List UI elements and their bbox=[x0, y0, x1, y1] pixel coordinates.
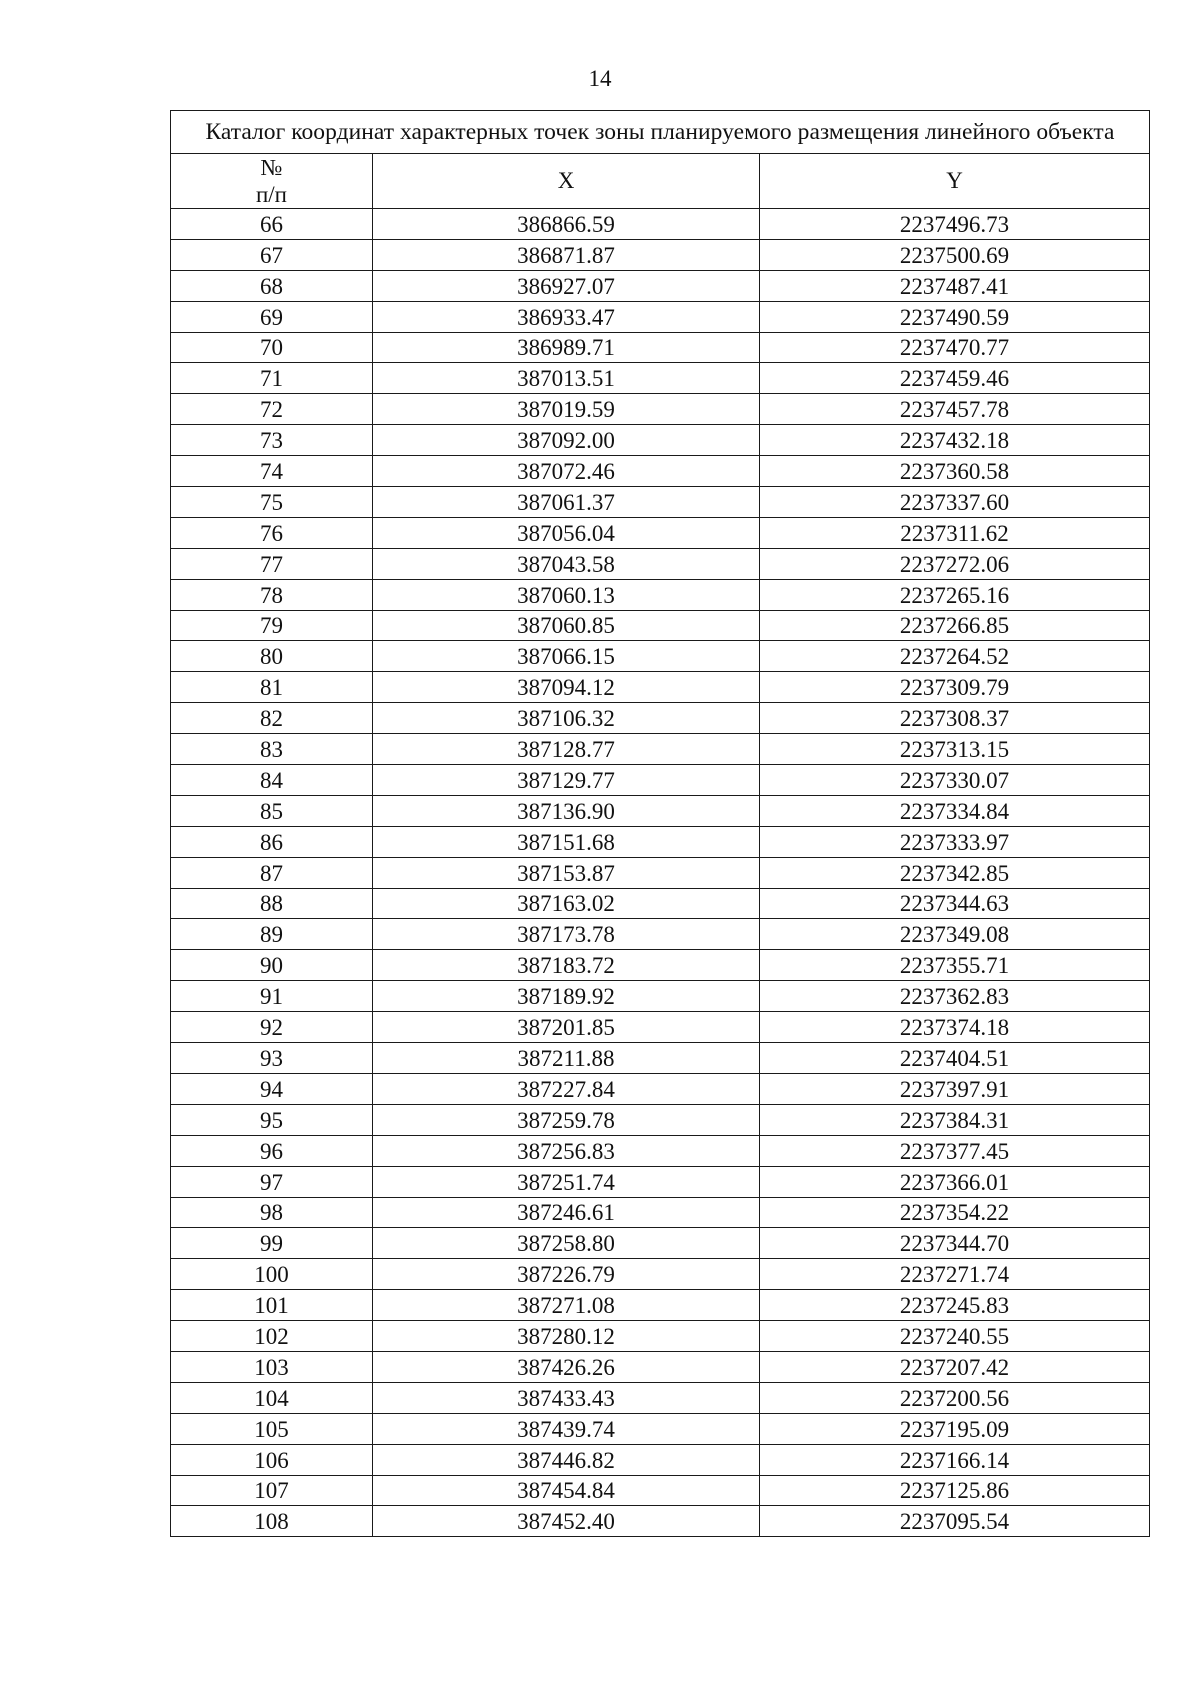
y-coordinate-cell: 2237355.71 bbox=[760, 950, 1150, 981]
x-coordinate-cell: 387433.43 bbox=[373, 1382, 760, 1413]
x-coordinate-cell: 387183.72 bbox=[373, 950, 760, 981]
table-title-row bbox=[171, 111, 1150, 154]
point-number-cell: 87 bbox=[171, 857, 373, 888]
table-row bbox=[171, 209, 1150, 240]
y-coordinate-cell: 2237354.22 bbox=[760, 1197, 1150, 1228]
table-row bbox=[171, 919, 1150, 950]
y-coordinate-cell: 2237330.07 bbox=[760, 765, 1150, 796]
point-number-cell: 73 bbox=[171, 425, 373, 456]
x-coordinate-cell: 387173.78 bbox=[373, 919, 760, 950]
y-coordinate-cell: 2237432.18 bbox=[760, 425, 1150, 456]
x-coordinate-cell: 387280.12 bbox=[373, 1321, 760, 1352]
x-coordinate-cell: 387454.84 bbox=[373, 1475, 760, 1506]
y-coordinate-cell: 2237360.58 bbox=[760, 456, 1150, 487]
x-coordinate-cell: 386933.47 bbox=[373, 301, 760, 332]
x-coordinate-cell: 387060.85 bbox=[373, 610, 760, 641]
point-number-cell: 79 bbox=[171, 610, 373, 641]
x-coordinate-cell: 387043.58 bbox=[373, 548, 760, 579]
point-number-cell: 102 bbox=[171, 1321, 373, 1352]
x-coordinate-cell: 387129.77 bbox=[373, 765, 760, 796]
table-row bbox=[171, 857, 1150, 888]
y-coordinate-cell: 2237265.16 bbox=[760, 579, 1150, 610]
y-coordinate-cell: 2237384.31 bbox=[760, 1104, 1150, 1135]
y-coordinate-cell: 2237344.70 bbox=[760, 1228, 1150, 1259]
table-row bbox=[171, 363, 1150, 394]
point-number-cell: 100 bbox=[171, 1259, 373, 1290]
x-coordinate-cell: 387092.00 bbox=[373, 425, 760, 456]
x-coordinate-cell: 387066.15 bbox=[373, 641, 760, 672]
point-number-cell: 94 bbox=[171, 1073, 373, 1104]
column-header-number-abbr: п/п bbox=[255, 182, 287, 207]
table-row bbox=[171, 1321, 1150, 1352]
point-number-cell: 97 bbox=[171, 1166, 373, 1197]
column-header-number-symbol: № bbox=[260, 155, 283, 180]
x-coordinate-cell: 387153.87 bbox=[373, 857, 760, 888]
table-row bbox=[171, 394, 1150, 425]
y-coordinate-cell: 2237459.46 bbox=[760, 363, 1150, 394]
x-coordinate-cell: 387226.79 bbox=[373, 1259, 760, 1290]
point-number-cell: 95 bbox=[171, 1104, 373, 1135]
point-number-cell: 93 bbox=[171, 1043, 373, 1074]
x-coordinate-cell: 387094.12 bbox=[373, 672, 760, 703]
point-number-cell: 78 bbox=[171, 579, 373, 610]
y-coordinate-cell: 2237272.06 bbox=[760, 548, 1150, 579]
table-body bbox=[171, 209, 1150, 1537]
y-coordinate-cell: 2237349.08 bbox=[760, 919, 1150, 950]
point-number-cell: 70 bbox=[171, 332, 373, 363]
table-row bbox=[171, 888, 1150, 919]
x-coordinate-cell: 387211.88 bbox=[373, 1043, 760, 1074]
table-row bbox=[171, 579, 1150, 610]
y-coordinate-cell: 2237271.74 bbox=[760, 1259, 1150, 1290]
x-coordinate-cell: 387072.46 bbox=[373, 456, 760, 487]
y-coordinate-cell: 2237125.86 bbox=[760, 1475, 1150, 1506]
coordinates-table bbox=[170, 110, 1150, 1537]
table-row bbox=[171, 1475, 1150, 1506]
x-coordinate-cell: 387446.82 bbox=[373, 1444, 760, 1475]
x-coordinate-cell: 387258.80 bbox=[373, 1228, 760, 1259]
y-coordinate-cell: 2237264.52 bbox=[760, 641, 1150, 672]
point-number-cell: 69 bbox=[171, 301, 373, 332]
table-row bbox=[171, 1413, 1150, 1444]
table-row bbox=[171, 332, 1150, 363]
x-coordinate-cell: 387106.32 bbox=[373, 703, 760, 734]
table-row bbox=[171, 795, 1150, 826]
point-number-cell: 99 bbox=[171, 1228, 373, 1259]
x-coordinate-cell: 387256.83 bbox=[373, 1135, 760, 1166]
table-row bbox=[171, 703, 1150, 734]
table-row bbox=[171, 641, 1150, 672]
y-coordinate-cell: 2237490.59 bbox=[760, 301, 1150, 332]
point-number-cell: 96 bbox=[171, 1135, 373, 1166]
x-coordinate-cell: 387136.90 bbox=[373, 795, 760, 826]
y-coordinate-cell: 2237397.91 bbox=[760, 1073, 1150, 1104]
x-coordinate-cell: 386927.07 bbox=[373, 270, 760, 301]
y-coordinate-cell: 2237308.37 bbox=[760, 703, 1150, 734]
table-row bbox=[171, 981, 1150, 1012]
x-coordinate-cell: 387426.26 bbox=[373, 1351, 760, 1382]
x-coordinate-cell: 386871.87 bbox=[373, 239, 760, 270]
table-row bbox=[171, 1444, 1150, 1475]
y-coordinate-cell: 2237496.73 bbox=[760, 209, 1150, 240]
y-coordinate-cell: 2237366.01 bbox=[760, 1166, 1150, 1197]
x-coordinate-cell: 387060.13 bbox=[373, 579, 760, 610]
table-row bbox=[171, 765, 1150, 796]
y-coordinate-cell: 2237362.83 bbox=[760, 981, 1150, 1012]
y-coordinate-cell: 2237337.60 bbox=[760, 487, 1150, 518]
y-coordinate-cell: 2237200.56 bbox=[760, 1382, 1150, 1413]
table-row bbox=[171, 456, 1150, 487]
point-number-cell: 106 bbox=[171, 1444, 373, 1475]
table-title: Каталог координат характерных точек зоны планируемого размещения линейного объекта bbox=[171, 111, 1150, 154]
table-row bbox=[171, 239, 1150, 270]
table-row bbox=[171, 1166, 1150, 1197]
x-coordinate-cell: 387019.59 bbox=[373, 394, 760, 425]
table-row bbox=[171, 1382, 1150, 1413]
x-coordinate-cell: 387246.61 bbox=[373, 1197, 760, 1228]
table-row bbox=[171, 734, 1150, 765]
page-number: 14 bbox=[588, 66, 612, 91]
y-coordinate-cell: 2237342.85 bbox=[760, 857, 1150, 888]
point-number-cell: 76 bbox=[171, 517, 373, 548]
column-header-number bbox=[171, 154, 373, 209]
point-number-cell: 83 bbox=[171, 734, 373, 765]
x-coordinate-cell: 386989.71 bbox=[373, 332, 760, 363]
table-row bbox=[171, 425, 1150, 456]
x-coordinate-cell: 387056.04 bbox=[373, 517, 760, 548]
point-number-cell: 90 bbox=[171, 950, 373, 981]
table-row bbox=[171, 301, 1150, 332]
column-header-x: X bbox=[373, 154, 760, 209]
y-coordinate-cell: 2237374.18 bbox=[760, 1012, 1150, 1043]
y-coordinate-cell: 2237245.83 bbox=[760, 1290, 1150, 1321]
point-number-cell: 92 bbox=[171, 1012, 373, 1043]
y-coordinate-cell: 2237240.55 bbox=[760, 1321, 1150, 1352]
table-row bbox=[171, 1012, 1150, 1043]
table-row bbox=[171, 1104, 1150, 1135]
point-number-cell: 74 bbox=[171, 456, 373, 487]
x-coordinate-cell: 387271.08 bbox=[373, 1290, 760, 1321]
point-number-cell: 91 bbox=[171, 981, 373, 1012]
y-coordinate-cell: 2237095.54 bbox=[760, 1506, 1150, 1537]
table-row bbox=[171, 1290, 1150, 1321]
point-number-cell: 85 bbox=[171, 795, 373, 826]
point-number-cell: 103 bbox=[171, 1351, 373, 1382]
x-coordinate-cell: 387189.92 bbox=[373, 981, 760, 1012]
table-row bbox=[171, 1073, 1150, 1104]
x-coordinate-cell: 387227.84 bbox=[373, 1073, 760, 1104]
point-number-cell: 82 bbox=[171, 703, 373, 734]
y-coordinate-cell: 2237266.85 bbox=[760, 610, 1150, 641]
y-coordinate-cell: 2237309.79 bbox=[760, 672, 1150, 703]
point-number-cell: 75 bbox=[171, 487, 373, 518]
point-number-cell: 107 bbox=[171, 1475, 373, 1506]
table-row bbox=[171, 1506, 1150, 1537]
table-row bbox=[171, 517, 1150, 548]
point-number-cell: 68 bbox=[171, 270, 373, 301]
table-row bbox=[171, 1197, 1150, 1228]
table-row bbox=[171, 270, 1150, 301]
y-coordinate-cell: 2237333.97 bbox=[760, 826, 1150, 857]
table-row bbox=[171, 950, 1150, 981]
y-coordinate-cell: 2237313.15 bbox=[760, 734, 1150, 765]
x-coordinate-cell: 387151.68 bbox=[373, 826, 760, 857]
table-row bbox=[171, 1135, 1150, 1166]
table-header-row bbox=[171, 154, 1150, 209]
x-coordinate-cell: 387013.51 bbox=[373, 363, 760, 394]
y-coordinate-cell: 2237470.77 bbox=[760, 332, 1150, 363]
y-coordinate-cell: 2237404.51 bbox=[760, 1043, 1150, 1074]
point-number-cell: 77 bbox=[171, 548, 373, 579]
y-coordinate-cell: 2237166.14 bbox=[760, 1444, 1150, 1475]
table-row bbox=[171, 1259, 1150, 1290]
table-row bbox=[171, 548, 1150, 579]
point-number-cell: 105 bbox=[171, 1413, 373, 1444]
y-coordinate-cell: 2237207.42 bbox=[760, 1351, 1150, 1382]
point-number-cell: 84 bbox=[171, 765, 373, 796]
table-row bbox=[171, 610, 1150, 641]
point-number-cell: 104 bbox=[171, 1382, 373, 1413]
point-number-cell: 81 bbox=[171, 672, 373, 703]
y-coordinate-cell: 2237500.69 bbox=[760, 239, 1150, 270]
x-coordinate-cell: 387452.40 bbox=[373, 1506, 760, 1537]
point-number-cell: 66 bbox=[171, 209, 373, 240]
y-coordinate-cell: 2237311.62 bbox=[760, 517, 1150, 548]
point-number-cell: 89 bbox=[171, 919, 373, 950]
point-number-cell: 86 bbox=[171, 826, 373, 857]
table-row bbox=[171, 1228, 1150, 1259]
x-coordinate-cell: 387251.74 bbox=[373, 1166, 760, 1197]
point-number-cell: 108 bbox=[171, 1506, 373, 1537]
y-coordinate-cell: 2237334.84 bbox=[760, 795, 1150, 826]
y-coordinate-cell: 2237195.09 bbox=[760, 1413, 1150, 1444]
y-coordinate-cell: 2237487.41 bbox=[760, 270, 1150, 301]
point-number-cell: 67 bbox=[171, 239, 373, 270]
point-number-cell: 98 bbox=[171, 1197, 373, 1228]
x-coordinate-cell: 387201.85 bbox=[373, 1012, 760, 1043]
table-row bbox=[171, 1043, 1150, 1074]
y-coordinate-cell: 2237344.63 bbox=[760, 888, 1150, 919]
x-coordinate-cell: 387259.78 bbox=[373, 1104, 760, 1135]
table-row bbox=[171, 1351, 1150, 1382]
point-number-cell: 72 bbox=[171, 394, 373, 425]
table-row bbox=[171, 487, 1150, 518]
point-number-cell: 71 bbox=[171, 363, 373, 394]
y-coordinate-cell: 2237457.78 bbox=[760, 394, 1150, 425]
point-number-cell: 101 bbox=[171, 1290, 373, 1321]
point-number-cell: 80 bbox=[171, 641, 373, 672]
x-coordinate-cell: 387439.74 bbox=[373, 1413, 760, 1444]
table-row bbox=[171, 826, 1150, 857]
point-number-cell: 88 bbox=[171, 888, 373, 919]
x-coordinate-cell: 387061.37 bbox=[373, 487, 760, 518]
x-coordinate-cell: 387128.77 bbox=[373, 734, 760, 765]
x-coordinate-cell: 386866.59 bbox=[373, 209, 760, 240]
column-header-y: Y bbox=[760, 154, 1150, 209]
table-row bbox=[171, 672, 1150, 703]
y-coordinate-cell: 2237377.45 bbox=[760, 1135, 1150, 1166]
x-coordinate-cell: 387163.02 bbox=[373, 888, 760, 919]
